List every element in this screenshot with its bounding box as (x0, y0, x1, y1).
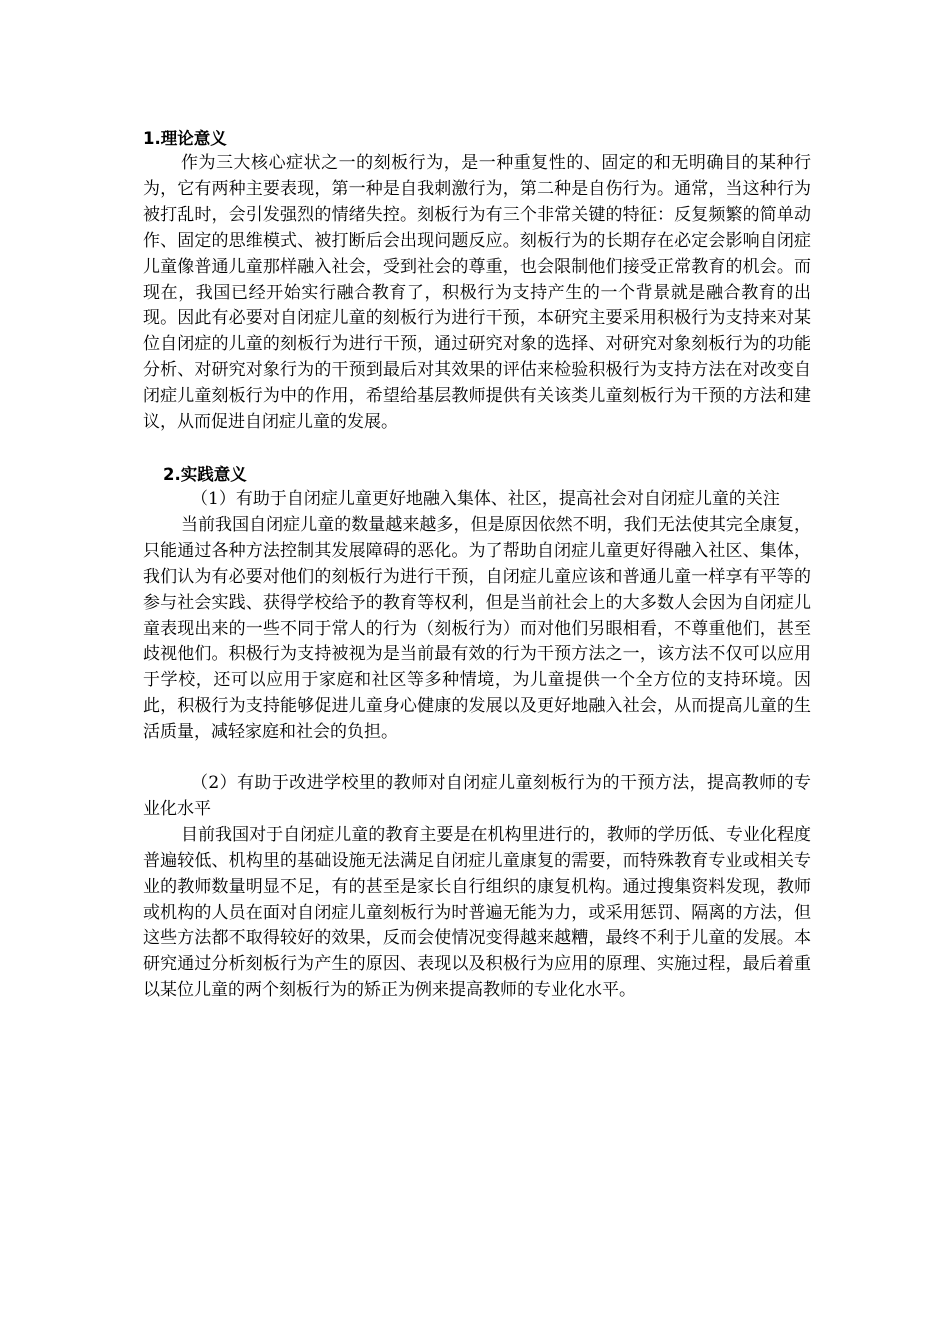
practical-item-1-title: （1）有助于自闭症儿童更好地融入集体、社区，提高社会对自闭症儿童的关注 (191, 488, 780, 509)
practical-item-2-paragraph: 目前我国对于自闭症儿童的教育主要是在机构里进行的，教师的学历低、专业化程度普遍较低、机构里的基础设施无法满足自闭症儿童康复的需要，而特殊教育专业或相关专业的教师数量明显不足，有的甚至是家长自行组织的康复机构。通过搜集资料发现，教师或机构的人员在面对自闭症儿童刻板行为时普遍无能为力，或采用惩罚、隔离的方法，但这些方法都不取得较好的效果，反而会使情况变得越来越糟，最终不利于儿童的发展。本研究通过分析刻板行为产生的原因、表现以及积极行为应用的原理、实施过程，最后着重以某位儿童的两个刻板行为的矫正为例来提高教师的专业化水平。 (143, 824, 811, 1001)
section-heading-theoretical-significance: 1.理论意义 (143, 129, 227, 148)
theoretical-significance-paragraph: 作为三大核心症状之一的刻板行为，是一种重复性的、固定的和无明确目的某种行为，它有两种主要表现，第一种是自我刺激行为，第二种是自伤行为。通常，当这种行为被打乱时，会引发强烈的情绪失控。刻板行为有三个非常关键的特征：反复频繁的简单动作、固定的思维模式、被打断后会出现问题反应。刻板行为的长期存在必定会影响自闭症儿童像普通儿童那样融入社会，受到社会的尊重，也会限制他们接受正常教育的机会。而现在，我国已经开始实行融合教育了，积极行为支持产生的一个背景就是融合教育的出现。因此有必要对自闭症儿童的刻板行为进行干预，本研究主要采用积极行为支持来对某位自闭症的儿童的刻板行为进行干预，通过研究对象的选择、对研究对象刻板行为的功能分析、对研究对象行为的干预到最后对其效果的评估来检验积极行为支持方法在对改变自闭症儿童刻板行为中的作用，希望给基层教师提供有关该类儿童刻板行为干预的方法和建议，从而促进自闭症儿童的发展。 (143, 153, 811, 433)
practical-item-2-title: （2）有助于改进学校里的教师对自闭症儿童刻板行为的干预方法，提高教师的专业化水平 (143, 773, 811, 819)
document-body (143, 126, 811, 1004)
practical-item-1-paragraph: 当前我国自闭症儿童的数量越来越多，但是原因依然不明，我们无法使其完全康复，只能通过各种方法控制其发展障碍的恶化。为了帮助自闭症儿童更好得融入社区、集体，我们认为有必要对他们的刻板行为进行干预，自闭症儿童应该和普通儿童一样享有平等的参与社会实践、获得学校给予的教育等权利，但是当前社会上的大多数人会因为自闭症儿童表现出来的一些不同于常人的行为（刻板行为）而对他们另眼相看，不尊重他们，甚至歧视他们。积极行为支持被视为是当前最有效的行为干预方法之一，该方法不仅可以应用于学校，还可以应用于家庭和社区等多种情境，为儿童提供一个全方位的支持环境。因此，积极行为支持能够促进儿童身心健康的发展以及更好地融入社会，从而提高儿童的生活质量，减轻家庭和社会的负担。 (143, 514, 811, 743)
section-heading-practical-significance: 2.实践意义 (163, 464, 247, 484)
